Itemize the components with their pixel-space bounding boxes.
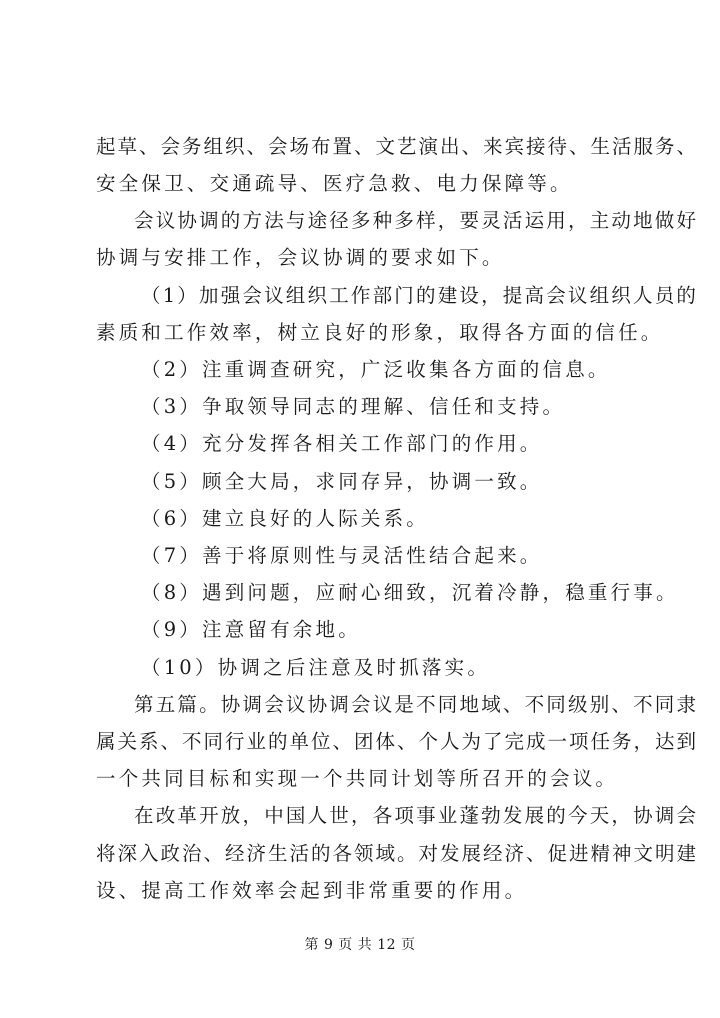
- text-line-11: （6）建立良好的人际关系。: [141, 507, 430, 530]
- text-line-15: （10）协调之后注意及时抓落实。: [141, 656, 491, 679]
- text-line-21: 设、提高工作效率会起到非常重要的作用。: [96, 879, 528, 902]
- text-line-13: （8）遇到问题，应耐心细致，沉着冷静，稳重行事。: [141, 581, 679, 604]
- text-line-1: 起草、会务组织、会场布置、文艺演出、来宾接待、生活服务、: [96, 135, 699, 158]
- text-line-20: 将深入政治、经济生活的各领域。对发展经济、促进精神文明建: [96, 842, 699, 865]
- text-line-4: 协调与安排工作，会议协调的要求如下。: [96, 246, 505, 269]
- text-line-3: 会议协调的方法与途径多种多样，要灵活运用，主动地做好: [134, 209, 699, 232]
- text-line-19: 在改革开放，中国人世，各项事业蓬勃发展的今天，协调会: [134, 804, 699, 827]
- text-line-14: （9）注意留有余地。: [141, 618, 361, 641]
- page-number-footer: 第 9 页 共 12 页: [304, 937, 416, 953]
- text-line-5: （1）加强会议组织工作部门的建设，提高会议组织人员的: [141, 284, 699, 307]
- text-line-7: （2）注重调查研究，广泛收集各方面的信息。: [141, 358, 611, 381]
- text-line-8: （3）争取领导同志的理解、信任和支持。: [141, 395, 566, 418]
- text-line-17: 属关系、不同行业的单位、团体、个人为了完成一项任务，达到: [96, 730, 699, 753]
- text-line-10: （5）顾全大局，求同存异，协调一致。: [141, 470, 543, 493]
- text-line-12: （7）善于将原则性与灵活性结合起来。: [141, 544, 543, 567]
- text-line-18: 一个共同目标和实现一个共同计划等所召开的会议。: [96, 767, 619, 790]
- text-line-6: 素质和工作效率，树立良好的形象，取得各方面的信任。: [96, 321, 664, 344]
- text-line-16: 第五篇。协调会议协调会议是不同地域、不同级别、不同隶: [134, 693, 699, 716]
- text-line-2: 安全保卫、交通疏导、医疗急救、电力保障等。: [96, 172, 573, 195]
- text-line-9: （4）充分发挥各相关工作部门的作用。: [141, 432, 543, 455]
